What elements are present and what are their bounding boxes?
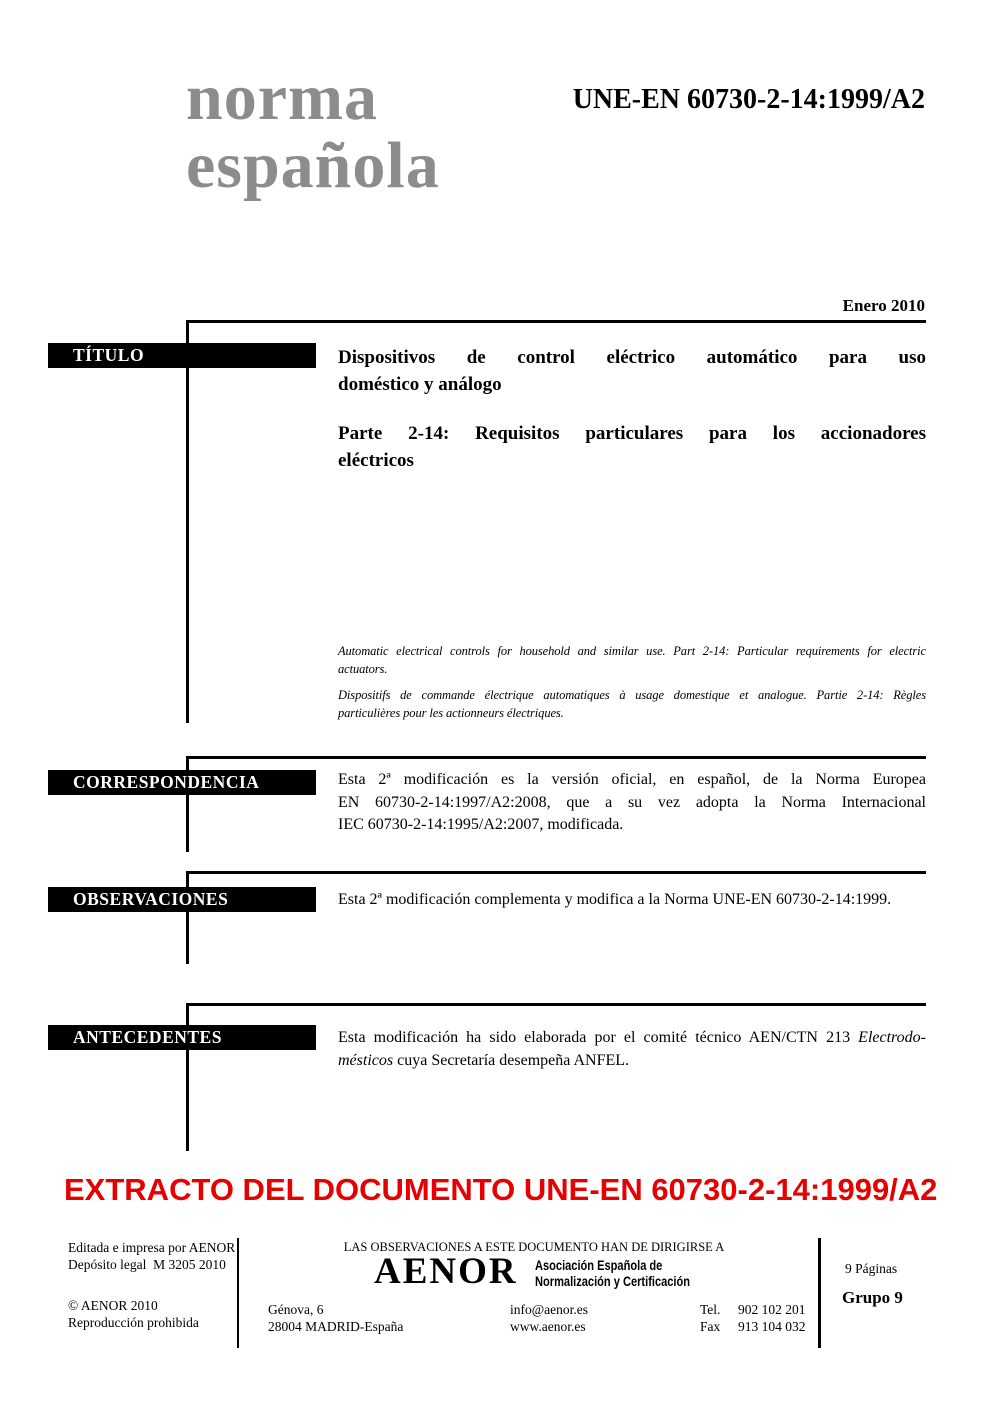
title-part — [338, 420, 926, 474]
titulo-top-rule — [186, 320, 926, 323]
antecedentes-line — [338, 1027, 926, 1050]
antecedentes-regular-text: Esta modificación ha sido elaborada por el comité técnico AEN/CTN 213 — [338, 1029, 851, 1046]
antecedentes-text — [338, 1027, 926, 1072]
footer-observations-notice: LAS OBSERVACIONES A ESTE DOCUMENTO HAN DE DIRIGIRSE A — [343, 1240, 725, 1254]
aenor-subtitle — [535, 1258, 690, 1290]
footer-fax-value: 913 104 032 — [738, 1319, 806, 1334]
footer-copyright-block — [68, 1297, 199, 1331]
footer-pages-count: 9 Páginas — [845, 1261, 898, 1276]
title-french-translation — [338, 687, 926, 722]
title-part-line: eléctricos — [338, 450, 414, 471]
footer-contacts-web — [510, 1301, 588, 1335]
antecedentes-section-label: ANTECEDENTES — [48, 1025, 316, 1050]
title-heading-line: Dispositivos de control eléctrico automático para uso — [338, 347, 926, 368]
document-code: UNE-EN 60730-2-14:1999/A2 — [572, 84, 925, 115]
correspondencia-line: IEC 60730-2-14:1995/A2:2007, modificada. — [338, 816, 624, 833]
footer-divider-left — [237, 1238, 239, 1348]
footer-address-city: 28004 MADRID-España — [268, 1319, 404, 1334]
titulo-vertical-rule — [186, 320, 189, 723]
issue-date: Enero 2010 — [842, 296, 925, 315]
aenor-subtitle-line: Asociación Española de — [535, 1258, 663, 1273]
observaciones-text: Esta 2ª modificación complementa y modifica a la Norma UNE-EN 60730-2-14:1999. — [338, 891, 892, 908]
footer-legal-deposit: Depósito legal M 3205 2010 — [68, 1257, 226, 1272]
aenor-subtitle-line: Normalización y Certificación — [535, 1274, 691, 1289]
antecedentes-line — [338, 1050, 926, 1073]
footer-imprint — [68, 1239, 235, 1273]
antecedentes-top-rule — [186, 1003, 926, 1006]
norma-espanola-logo — [186, 61, 440, 202]
correspondencia-line: EN 60730-2-14:1997/A2:2008, que a su vez adopta la Norma Internacional — [338, 793, 926, 811]
correspondencia-top-rule — [186, 756, 926, 759]
footer-copyright: © AENOR 2010 — [68, 1298, 158, 1313]
observaciones-top-rule — [186, 871, 926, 874]
title-heading-line: doméstico y análogo — [338, 374, 502, 395]
footer-divider-right — [818, 1238, 821, 1348]
footer-reproduction-notice: Reproducción prohibida — [68, 1315, 199, 1330]
title-english-translation — [338, 643, 926, 678]
footer-fax-row — [700, 1318, 806, 1335]
footer-tel-label: Tel. — [700, 1302, 721, 1317]
correspondencia-line: Esta 2ª modificación es la versión oficial, en español, de la Norma Europea — [338, 771, 926, 788]
footer-published-by: Editada e impresa por AENOR — [68, 1240, 236, 1255]
title-french-line: particulières pour les actionneurs électriques. — [338, 705, 564, 720]
footer-group: Grupo 9 — [842, 1288, 903, 1307]
title-english-line: actuators. — [338, 661, 388, 676]
extract-banner: EXTRACTO DEL DOCUMENTO UNE-EN 60730-2-14:1999/A2 — [64, 1172, 938, 1207]
correspondencia-section-label: CORRESPONDENCIA — [48, 770, 316, 795]
title-english-line: Automatic electrical controls for household and similar use. Part 2-14: Particular requirements for electric — [338, 644, 926, 658]
footer-tel-value: 902 102 201 — [738, 1302, 806, 1317]
antecedentes-regular-text: cuya Secretaría desempeña ANFEL. — [397, 1051, 630, 1069]
footer-fax-label: Fax — [700, 1319, 721, 1334]
footer-website: www.aenor.es — [510, 1319, 586, 1334]
logo-line-1: norma — [186, 61, 378, 134]
footer-address — [268, 1301, 403, 1335]
aenor-logo: AENOR — [374, 1251, 518, 1292]
logo-line-2: española — [186, 129, 440, 202]
footer-phone-block — [700, 1301, 806, 1335]
observaciones-vertical-rule — [186, 871, 189, 964]
footer-email: info@aenor.es — [510, 1302, 589, 1317]
titulo-section-label: TÍTULO — [48, 343, 316, 368]
correspondencia-text — [338, 769, 926, 837]
observaciones-section-label: OBSERVACIONES — [48, 887, 316, 912]
antecedentes-italic-text: mésticos — [338, 1051, 394, 1069]
footer-tel-row — [700, 1301, 806, 1318]
title-part-line: Parte 2-14: Requisitos particulares para los accionadores — [338, 423, 926, 444]
footer-address-street: Génova, 6 — [268, 1302, 324, 1317]
title-french-line: Dispositifs de commande électrique automatiques à usage domestique et analogue. Partie 2-14: Règles — [338, 688, 926, 702]
title-heading — [338, 344, 926, 398]
antecedentes-italic-text: Electrodo- — [858, 1029, 926, 1046]
